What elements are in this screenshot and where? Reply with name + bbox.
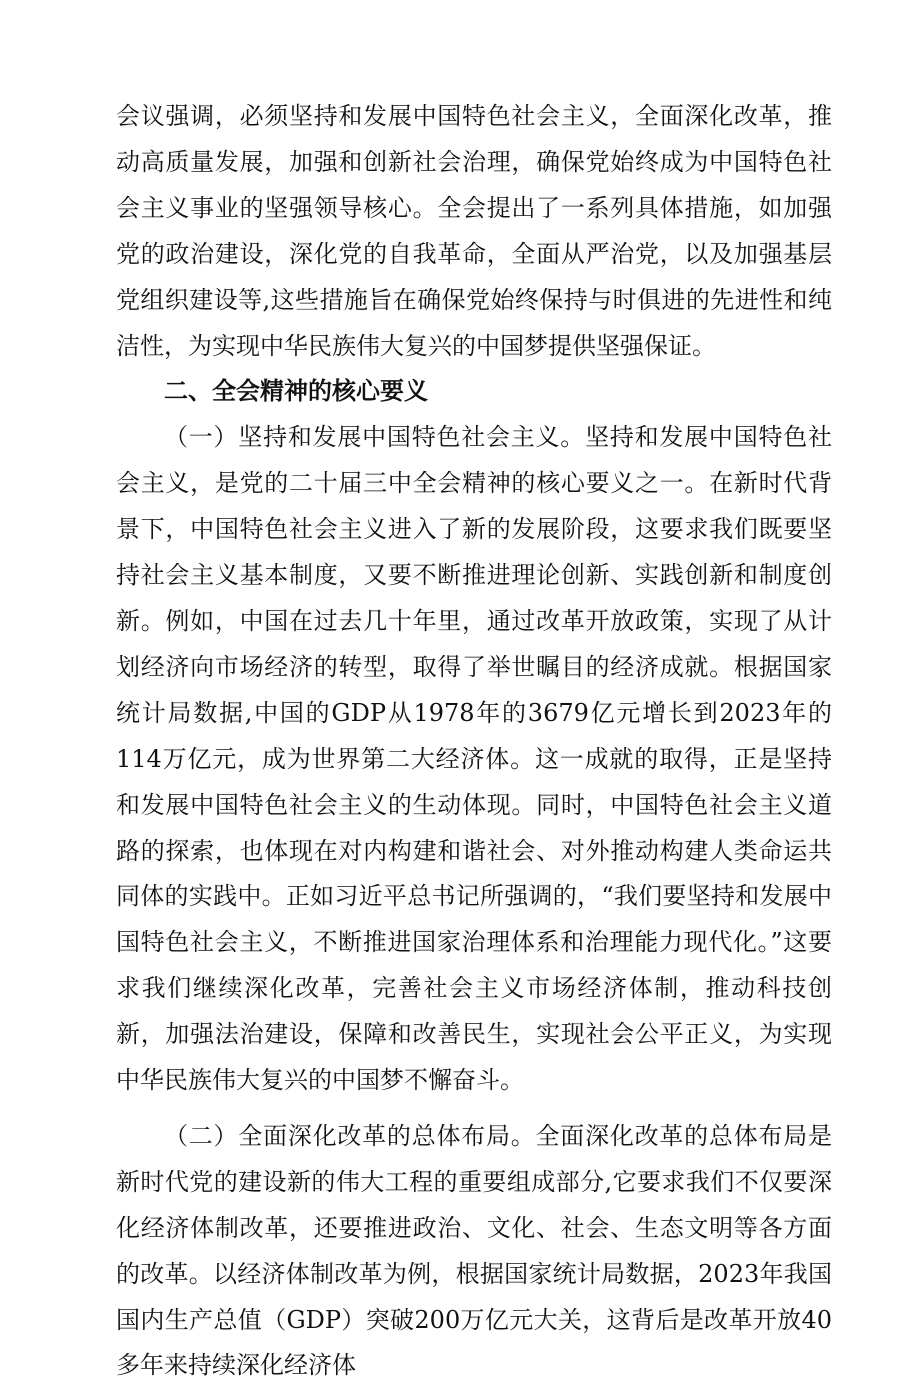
body-paragraph-3: （二）全面深化改革的总体布局。全面深化改革的总体布局是新时代党的建设新的伟大工程的重要组成部分,它要求我们不仅要深化经济体制改革，还要推进政治、文化、社会、生态文明等各方面的改革。以经济体制改革为例，根据国家统计局数据，2023年我国国内生产总值（GDP）突破200万亿元大关，这背后是改革开放40多年来持续深化经济体 [116, 1121, 832, 1380]
section-heading: 二、全会精神的核心要义 [164, 377, 428, 406]
body-paragraph-2: （一）坚持和发展中国特色社会主义。坚持和发展中国特色社会主义，是党的二十届三中全会精神的核心要义之一。在新时代背景下，中国特色社会主义进入了新的发展阶段，这要求我们既要坚持社会主义基本制度，又要不断推进理论创新、实践创新和制度创新。例如，中国在过去几十年里，通过改革开放政策，实现了从计划经济向市场经济的转型，取得了举世瞩目的经济成就。根据国家统计局数据,中国的GDP从1978年的3679亿元增长到2023年的114万亿元，成为世界第二大经济体。这一成就的取得，正是坚持和发展中国特色社会主义的生动体现。同时，中国特色社会主义道路的探索，也体现在对内构建和谐社会、对外推动构建人类命运共同体的实践中。正如习近平总书记所强调的，“我们要坚持和发展中国特色社会主义，不断推进国家治理体系和治理能力现代化。”这要求我们继续深化改革，完善社会主义市场经济体制，推动科技创新，加强法治建设，保障和改善民生，实现社会公平正义，为实现中华民族伟大复兴的中国梦不懈奋斗。 [116, 423, 832, 1095]
paragraph-gap [116, 1104, 832, 1114]
body-paragraph-1: 会议强调，必须坚持和发展中国特色社会主义，全面深化改革，推动高质量发展，加强和创新社会治理，确保党始终成为中国特色社会主义事业的坚强领导核心。全会提出了一系列具体措施，如加强党的政治建设，深化党的自我革命，全面从严治党，以及加强基层党组织建设等,这些措施旨在确保党始终保持与时俱进的先进性和纯洁性，为实现中华民族伟大复兴的中国梦提供坚强保证。 [116, 102, 832, 360]
